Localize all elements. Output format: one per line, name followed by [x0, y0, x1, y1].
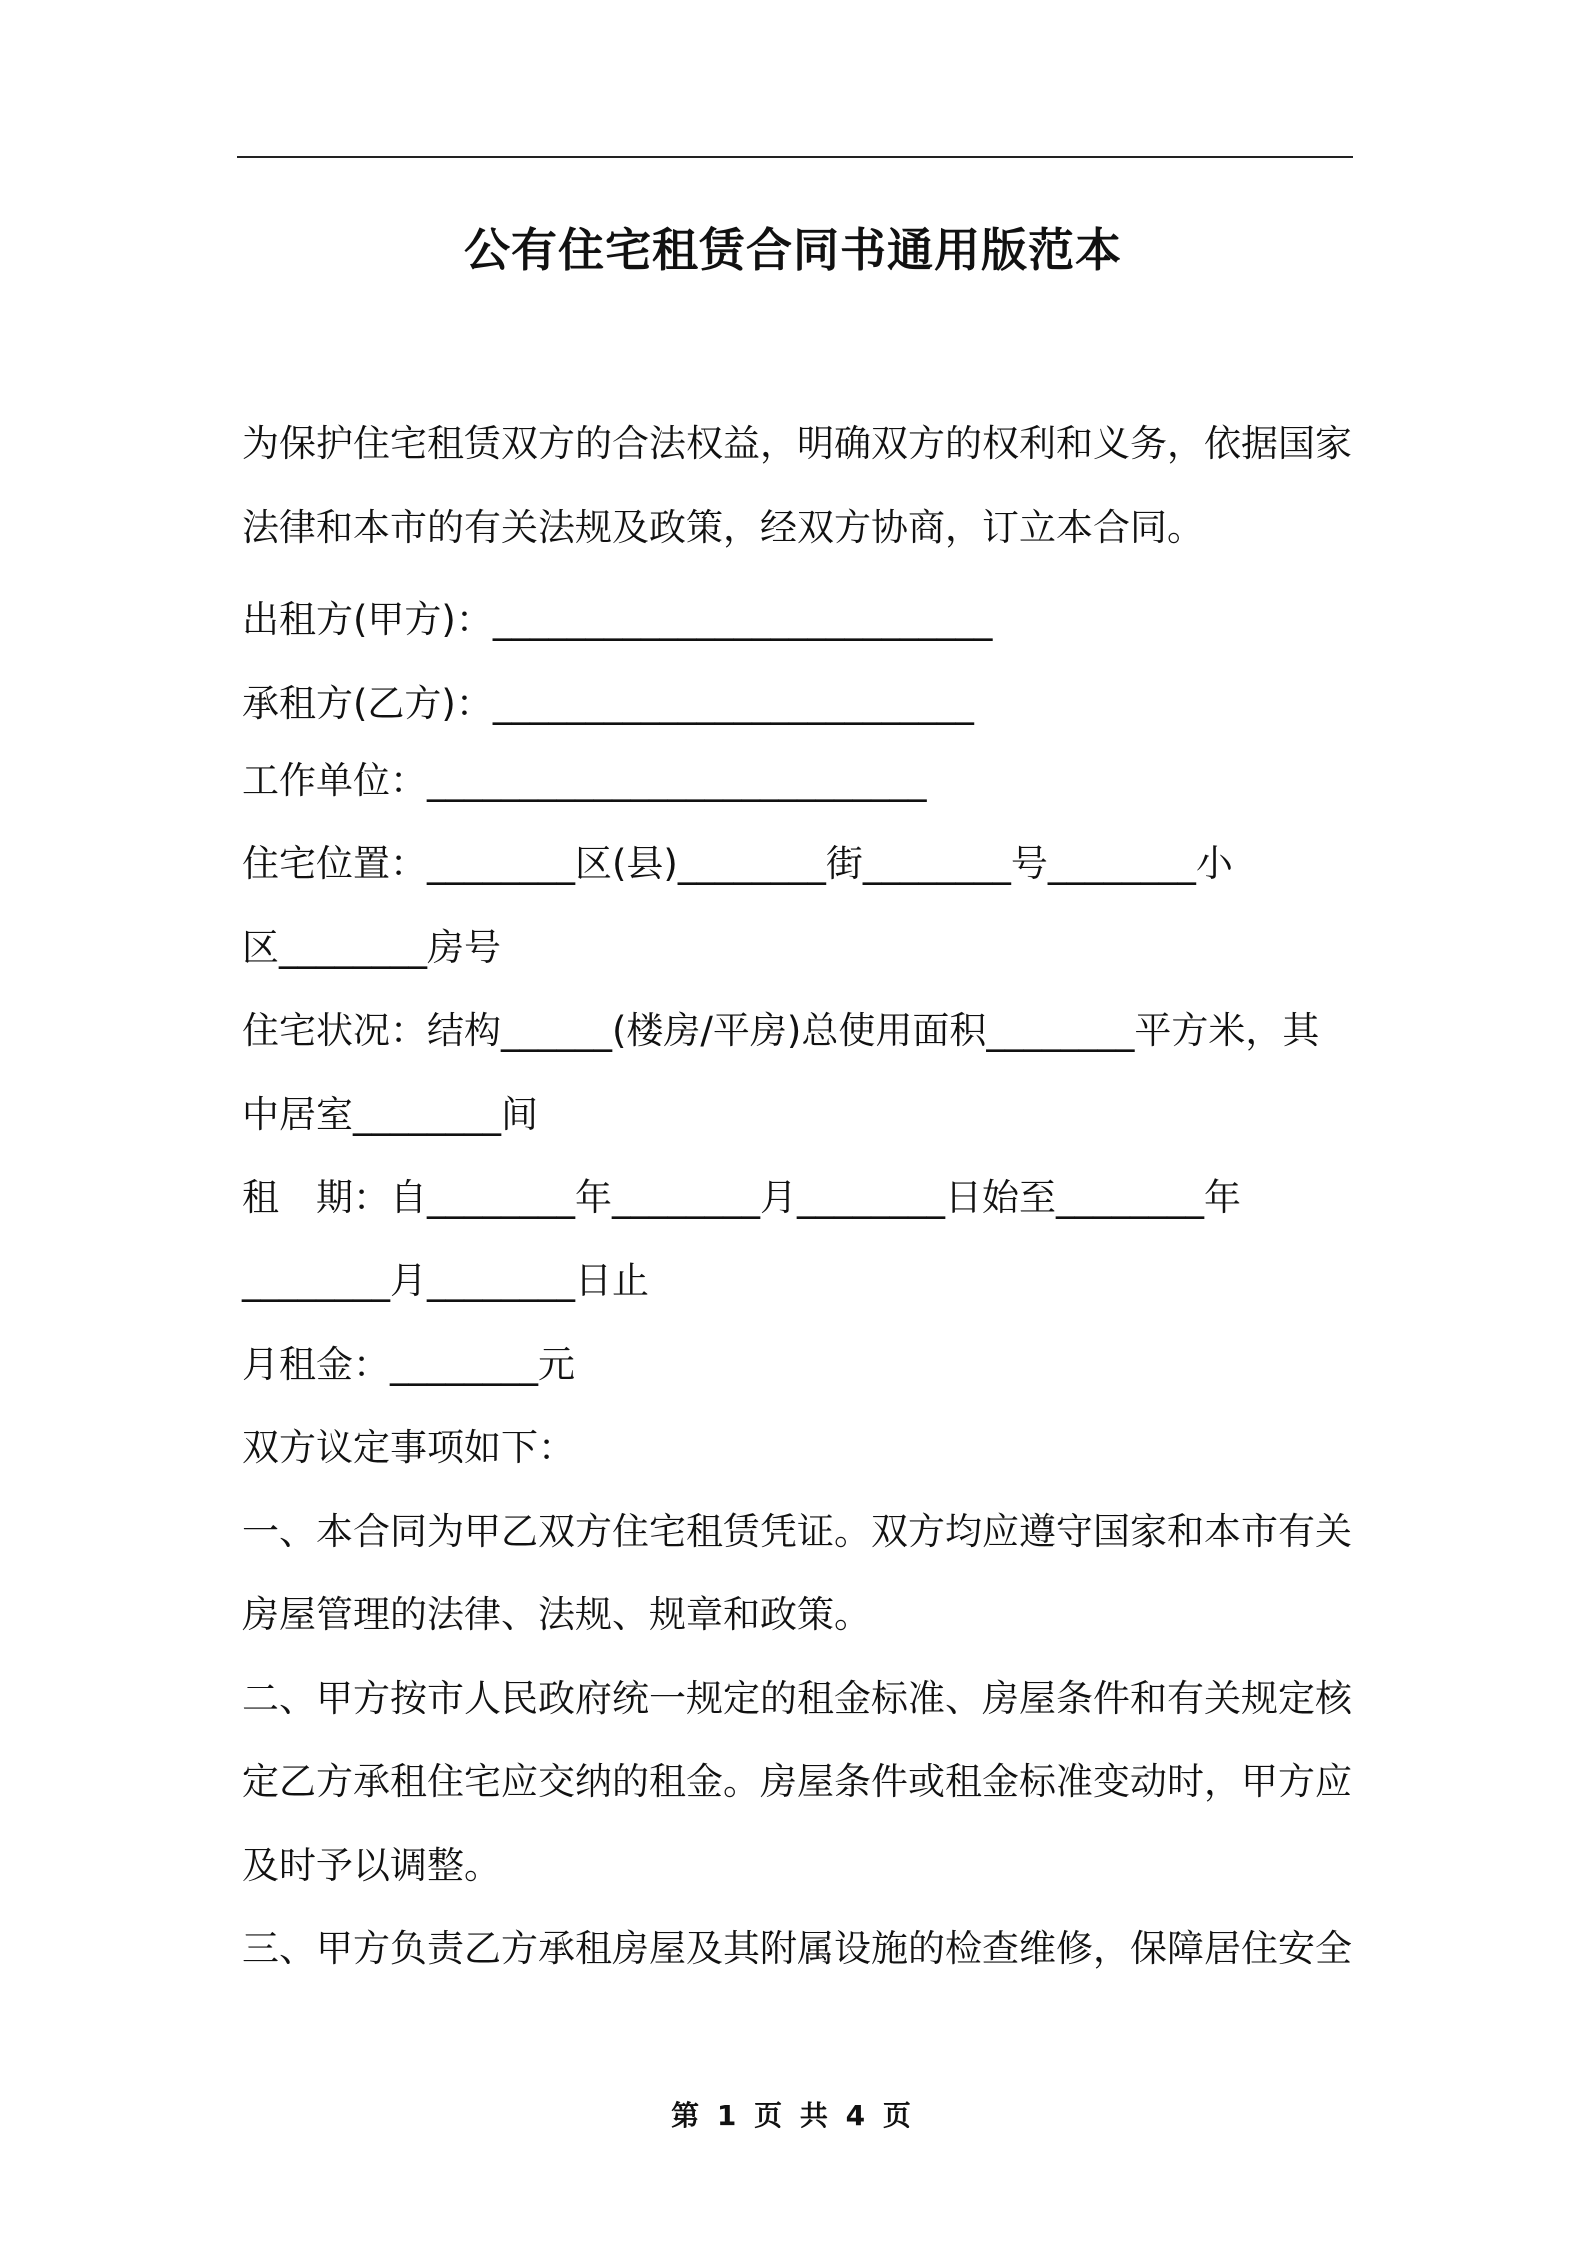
lessor-line: 出租方(甲方)：___________________________	[242, 598, 993, 641]
clause-1-line-1: 一、本合同为甲乙双方住宅租赁凭证。双方均应遵守国家和本市有关	[242, 1510, 1352, 1553]
document-title: 公有住宅租赁合同书通用版范本	[464, 223, 1122, 277]
clause-1-line-2: 房屋管理的法律、法规、规章和政策。	[242, 1593, 871, 1636]
location-line-2: 区________房号	[242, 926, 501, 969]
condition-line-2: 中居室________间	[242, 1093, 538, 1136]
clause-2-line-3: 及时予以调整。	[242, 1844, 501, 1887]
agreed-heading: 双方议定事项如下：	[242, 1426, 575, 1469]
term-line-1: 租 期：自________年________月________日始至________年	[242, 1176, 1241, 1219]
term-line-2: ________月________日止	[242, 1259, 649, 1302]
clause-3-line-1: 三、甲方负责乙方承租房屋及其附属设施的检查维修，保障居住安全	[242, 1927, 1352, 1970]
intro-line-2: 法律和本市的有关法规及政策，经双方协商，订立本合同。	[242, 506, 1204, 549]
condition-line-1: 住宅状况：结构______(楼房/平房)总使用面积________平方米，其	[242, 1009, 1320, 1052]
workplace-line: 工作单位：___________________________	[242, 759, 927, 802]
rent-line: 月租金：________元	[242, 1343, 575, 1386]
clause-2-line-2: 定乙方承租住宅应交纳的租金。房屋条件或租金标准变动时，甲方应	[242, 1760, 1352, 1803]
header-rule	[237, 156, 1353, 158]
location-line-1: 住宅位置：________区(县)________街________号________小	[242, 842, 1233, 885]
page-number-footer: 第 1 页 共 4 页	[671, 2099, 915, 2132]
clause-2-line-1: 二、甲方按市人民政府统一规定的租金标准、房屋条件和有关规定核	[242, 1677, 1352, 1720]
intro-line-1: 为保护住宅租赁双方的合法权益，明确双方的权利和义务，依据国家	[242, 422, 1352, 465]
lessee-line: 承租方(乙方)：__________________________	[242, 682, 974, 725]
